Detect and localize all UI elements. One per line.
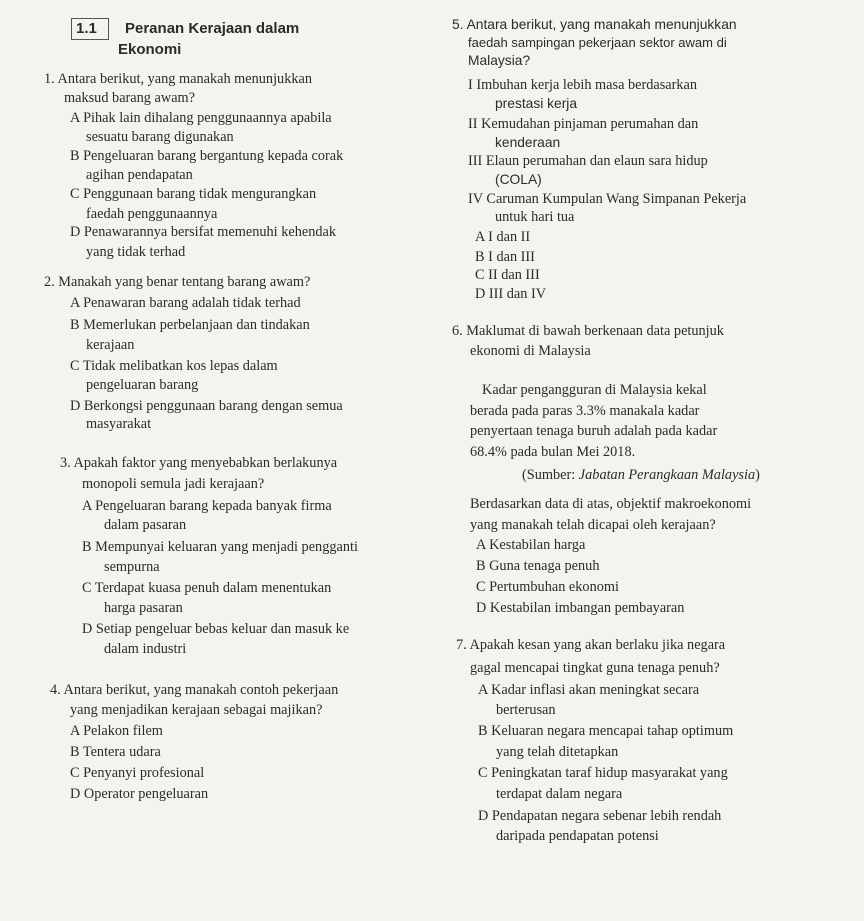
- q1-option-d-cont: yang tidak terhad: [86, 244, 186, 260]
- q6-option-c[interactable]: C Pertumbuhan ekonomi: [476, 579, 619, 595]
- q3-option-a[interactable]: A Pengeluaran barang kepada banyak firma: [82, 498, 332, 514]
- q6-option-d[interactable]: D Kestabilan imbangan pembayaran: [476, 600, 685, 616]
- q2-option-d[interactable]: D Berkongsi penggunaan barang dengan semua: [70, 398, 343, 414]
- q5-option-c[interactable]: C II dan III: [475, 267, 540, 283]
- q6-option-b[interactable]: B Guna tenaga penuh: [476, 558, 600, 574]
- q6-option-a[interactable]: A Kestabilan harga: [476, 537, 586, 553]
- q5-item-1: I Imbuhan kerja lebih masa berdasarkan: [468, 77, 698, 93]
- q3-option-b-cont: sempurna: [104, 559, 160, 575]
- q3-option-c[interactable]: C Terdapat kuasa penuh dalam menentukan: [82, 580, 332, 596]
- q5-item-2: II Kemudahan pinjaman perumahan dan: [468, 116, 699, 132]
- q5-item-3-cont: (COLA): [495, 172, 542, 187]
- q7-option-a-cont: berterusan: [496, 702, 556, 718]
- q5-item-4-cont: untuk hari tua: [495, 209, 575, 225]
- q4-option-a[interactable]: A Pelakon filem: [70, 723, 163, 739]
- q3-option-d-cont: dalam industri: [104, 641, 187, 657]
- q5-option-b[interactable]: B I dan III: [475, 249, 535, 265]
- q1-option-b[interactable]: B Pengeluaran barang bergantung kepada corak: [70, 148, 344, 164]
- q7-stem-line2: gagal mencapai tingkat guna tenaga penuh?: [470, 660, 720, 676]
- q3-stem-line1: 3. Apakah faktor yang menyebabkan berlakunya: [60, 455, 338, 471]
- q6-source: [522, 465, 760, 486]
- section-number: 1.1: [76, 20, 97, 37]
- q5-item-3: III Elaun perumahan dan elaun sara hidup: [468, 153, 708, 169]
- q6-source-name: Jabatan Perangkaan Malaysia: [578, 467, 756, 483]
- q6-info-line3: penyertaan tenaga buruh adalah pada kadar: [470, 423, 718, 439]
- q7-option-c-cont: terdapat dalam negara: [496, 786, 623, 802]
- q1-option-c-cont: faedah penggunaannya: [86, 206, 218, 222]
- q1-stem-line2: maksud barang awam?: [64, 90, 196, 106]
- q2-stem: 2. Manakah yang benar tentang barang awam?: [44, 274, 311, 290]
- q6-question-line2: yang manakah telah dicapai oleh kerajaan?: [470, 517, 716, 533]
- q4-option-d[interactable]: D Operator pengeluaran: [70, 786, 209, 802]
- q6-info-line4: 68.4% pada bulan Mei 2018.: [470, 444, 636, 460]
- q6-info-line1: Kadar pengangguran di Malaysia kekal: [482, 382, 707, 398]
- q6-stem-line2: ekonomi di Malaysia: [470, 343, 591, 359]
- q7-option-a[interactable]: A Kadar inflasi akan meningkat secara: [478, 682, 700, 698]
- q1-option-a-cont: sesuatu barang digunakan: [86, 129, 234, 145]
- q5-stem-line3: Malaysia?: [468, 53, 531, 68]
- q5-item-4: IV Caruman Kumpulan Wang Simpanan Pekerja: [468, 191, 747, 207]
- q5-option-a[interactable]: A I dan II: [475, 229, 531, 245]
- section-title-line2: Ekonomi: [118, 41, 182, 58]
- q6-source-prefix: (Sumber:: [522, 467, 579, 483]
- q5-item-1-cont: prestasi kerja: [495, 96, 578, 111]
- q2-option-c-cont: pengeluaran barang: [86, 377, 199, 393]
- q3-option-b[interactable]: B Mempunyai keluaran yang menjadi pengganti: [82, 539, 358, 555]
- q2-option-d-cont: masyarakat: [86, 416, 152, 432]
- q4-option-b[interactable]: B Tentera udara: [70, 744, 161, 760]
- q7-option-b[interactable]: B Keluaran negara mencapai tahap optimum: [478, 723, 734, 739]
- q4-option-c[interactable]: C Penyanyi profesional: [70, 765, 205, 781]
- q3-stem-line2: monopoli semula jadi kerajaan?: [82, 476, 265, 492]
- q7-option-c[interactable]: C Peningkatan taraf hidup masyarakat yang: [478, 765, 728, 781]
- q4-stem-line2: yang menjadikan kerajaan sebagai majikan?: [70, 702, 323, 718]
- q5-stem-line2: faedah sampingan pekerjaan sektor awam di: [468, 35, 727, 50]
- q6-question-line1: Berdasarkan data di atas, objektif makroekonomi: [470, 496, 752, 512]
- q5-option-d[interactable]: D III dan IV: [475, 286, 547, 302]
- q6-stem-line1: 6. Maklumat di bawah berkenaan data petunjuk: [452, 323, 724, 339]
- q1-option-b-cont: agihan pendapatan: [86, 167, 193, 183]
- q7-option-d-cont: daripada pendapatan potensi: [496, 828, 659, 844]
- q3-option-c-cont: harga pasaran: [104, 600, 183, 616]
- q4-stem-line1: 4. Antara berikut, yang manakah contoh pekerjaan: [50, 682, 339, 698]
- q1-option-a[interactable]: A Pihak lain dihalang penggunaannya apabila: [70, 110, 332, 126]
- section-title-line1: Peranan Kerajaan dalam: [125, 20, 300, 37]
- q5-stem-line1: 5. Antara berikut, yang manakah menunjukkan: [452, 17, 737, 32]
- q5-item-2-cont: kenderaan: [495, 135, 561, 150]
- q2-option-a[interactable]: A Penawaran barang adalah tidak terhad: [70, 295, 301, 311]
- q2-option-c[interactable]: C Tidak melibatkan kos lepas dalam: [70, 358, 278, 374]
- q7-stem-line1: 7. Apakah kesan yang akan berlaku jika negara: [456, 637, 726, 653]
- q3-option-a-cont: dalam pasaran: [104, 517, 187, 533]
- q7-option-b-cont: yang telah ditetapkan: [496, 744, 619, 760]
- q1-option-c[interactable]: C Penggunaan barang tidak mengurangkan: [70, 186, 317, 202]
- q7-option-d[interactable]: D Pendapatan negara sebenar lebih rendah: [478, 808, 722, 824]
- q2-option-b[interactable]: B Memerlukan perbelanjaan dan tindakan: [70, 317, 310, 333]
- q2-option-b-cont: kerajaan: [86, 337, 135, 353]
- q6-source-suffix: ): [755, 467, 760, 483]
- q1-stem-line1: 1. Antara berikut, yang manakah menunjukkan: [44, 71, 312, 87]
- q1-option-d[interactable]: D Penawarannya bersifat memenuhi kehendak: [70, 224, 336, 240]
- q3-option-d[interactable]: D Setiap pengeluar bebas keluar dan masuk ke: [82, 621, 350, 637]
- q6-info-line2: berada pada paras 3.3% manakala kadar: [470, 403, 700, 419]
